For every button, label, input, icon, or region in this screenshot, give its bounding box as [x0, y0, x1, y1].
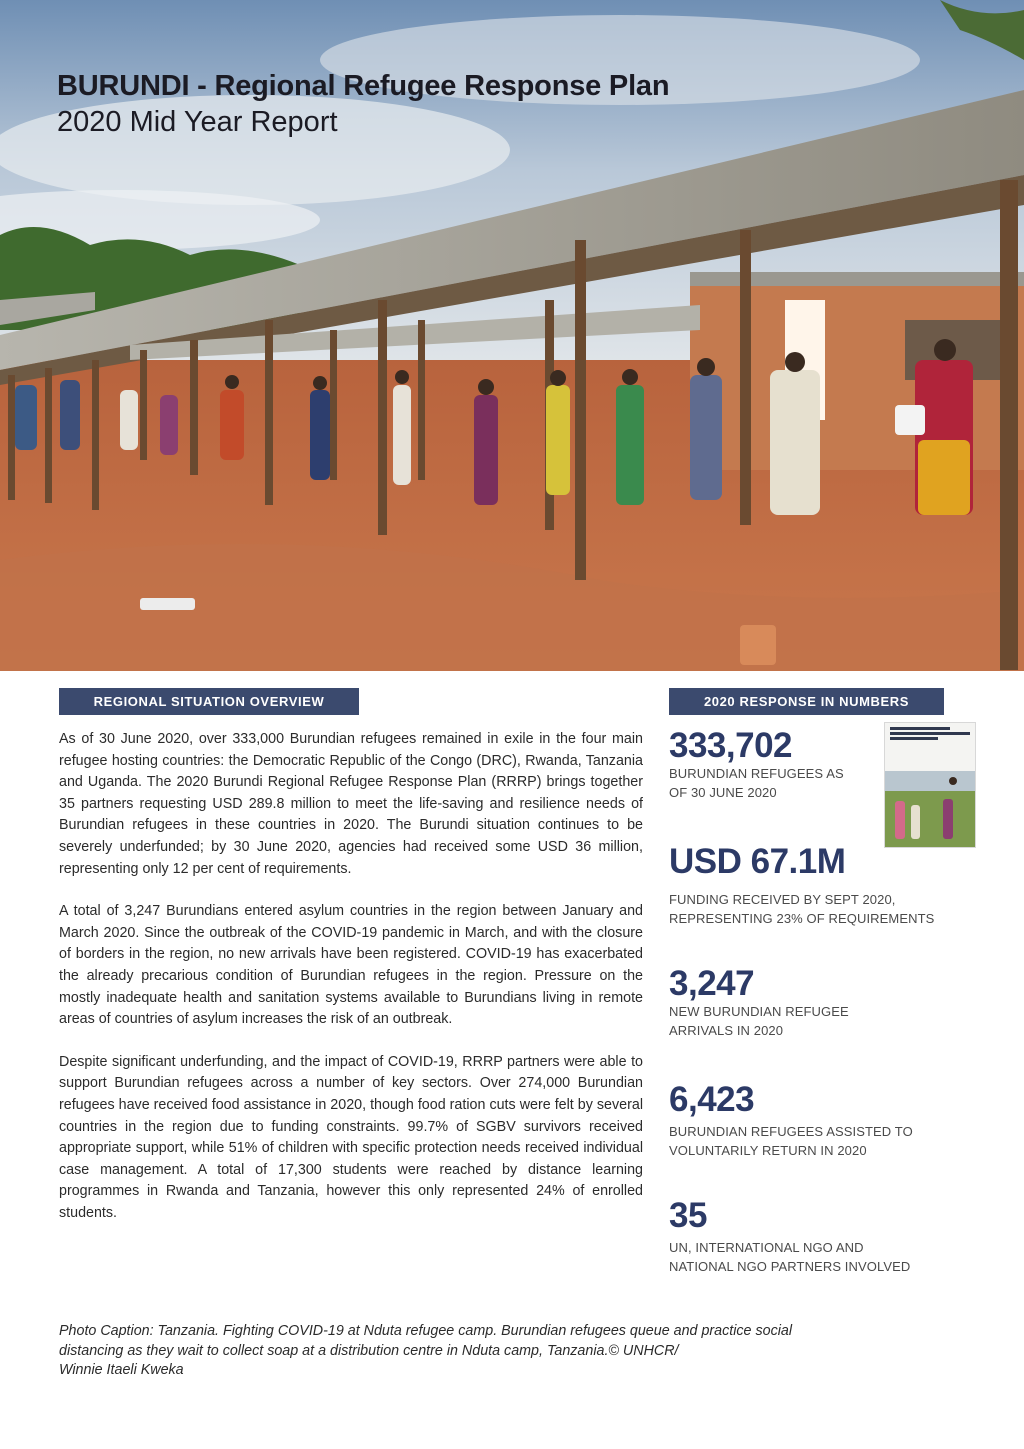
stat-new-arrivals	[669, 965, 849, 1040]
stat-label: NEW BURUNDIAN REFUGEE	[669, 1004, 849, 1019]
stat-value: 333,702	[669, 726, 793, 765]
report-title: BURUNDI - Regional Refugee Response Plan	[57, 70, 670, 102]
cover-photo-icon	[885, 771, 975, 847]
report-subtitle: 2020 Mid Year Report	[57, 106, 338, 138]
stat-label: FUNDING RECEIVED BY SEPT 2020,	[669, 892, 896, 907]
overview-paragraph: Despite significant underfunding, and the impact of COVID-19, RRRP partners were able to support Burundian refugees across a number of key sectors. Over 274,000 Burundian refugees have received food assistance in 2020, though food ration cuts were felt by several countries in the region due to funding constraints. 99.7% of SGBV survivors received appropriate support, while 51% of children with specific protection needs received individual case management. A total of 17,300 students were reached by distance learning programmes in Rwanda and Tanzania, however this only represented 24% of enrolled students.	[59, 1053, 643, 1221]
stat-partners	[669, 1197, 910, 1276]
stat-value: 35	[669, 1196, 707, 1235]
hero-photo	[0, 0, 1024, 671]
caption-line: Winnie Itaeli Kweka	[59, 1362, 184, 1378]
stat-label: OF 30 JUNE 2020	[669, 784, 777, 800]
stat-value: USD 67.1M	[669, 842, 846, 881]
rrrp-cover-thumbnail	[885, 723, 975, 847]
stat-label: REPRESENTING 23% OF REQUIREMENTS	[669, 910, 935, 926]
overview-body	[59, 729, 643, 1245]
caption-line: distancing as they wait to collect soap at a distribution centre in Nduta camp, Tanzania.© UNHCR/	[59, 1342, 679, 1359]
stat-value: 6,423	[669, 1080, 755, 1119]
stat-label: UN, INTERNATIONAL NGO AND	[669, 1240, 864, 1255]
overview-paragraph: As of 30 June 2020, over 333,000 Burundian refugees remained in exile in the four main refugee hosting countries: the Democratic Republic of the Congo (DRC), Rwanda, Tanzania and Uganda. The 2020 Burundi Regional Refugee Response Plan (RRRP) brings together 35 partners requesting USD 289.8 million to meet the life-saving and resilience needs of Burundian refugees in these countries in 2020. The Burundi situation continues to be severely underfunded; by 30 June 2020, agencies had received some USD 36 million, representing only 12 per cent of requirements.	[59, 731, 643, 877]
stat-refugees	[669, 727, 844, 802]
stat-label: BURUNDIAN REFUGEES ASSISTED TO	[669, 1124, 913, 1139]
caption-line: Photo Caption: Tanzania. Fighting COVID-19 at Nduta refugee camp. Burundian refugees queue and practice social	[59, 1323, 793, 1339]
stat-label: VOLUNTARILY RETURN IN 2020	[669, 1142, 867, 1158]
report-title-block	[57, 68, 669, 140]
overview-paragraph: A total of 3,247 Burundians entered asylum countries in the region between January and March 2020. Since the outbreak of the COVID-19 pandemic in March, and with the closure of borders in the region, no new arrivals have been registered. COVID-19 has exacerbated the already precarious condition of Burundian refugees in the region. Pressure on the mostly inadequate health and sanitation systems available to Burundians living in remote areas of countries of asylum increases the risk of an outbreak.	[59, 903, 643, 1028]
stat-label: NATIONAL NGO PARTNERS INVOLVED	[669, 1258, 911, 1274]
stat-funding	[669, 843, 934, 928]
photo-caption	[59, 1322, 959, 1381]
numbers-heading: 2020 RESPONSE IN NUMBERS	[669, 688, 944, 715]
stat-value: 3,247	[669, 964, 755, 1003]
stat-label: BURUNDIAN REFUGEES AS	[669, 766, 844, 781]
overview-heading: REGIONAL SITUATION OVERVIEW	[59, 688, 359, 715]
stat-voluntary-return	[669, 1081, 913, 1160]
stat-label: ARRIVALS IN 2020	[669, 1022, 784, 1038]
